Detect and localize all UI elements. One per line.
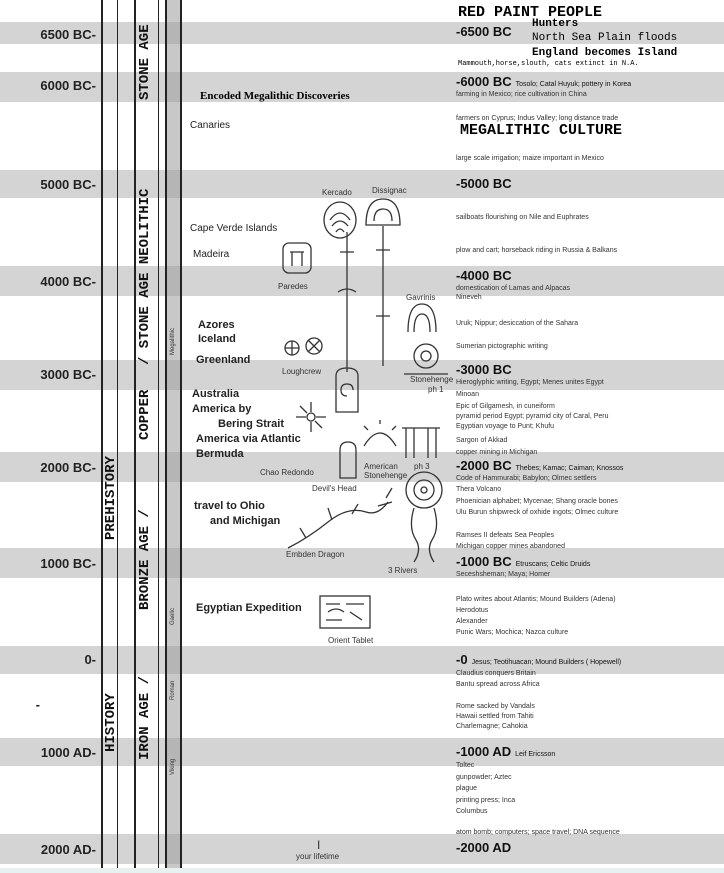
date-1000ad: 1000 AD- xyxy=(40,745,96,760)
event-1000ad-b: Toltec xyxy=(456,762,475,769)
event-1000bc-f: Punic Wars; Mochica; Nazca culture xyxy=(456,629,569,636)
event-2000bc-e: Ulu Burun shipwreck of oxhide ingots; Olmec culture xyxy=(456,509,619,516)
date-4000bc: 4000 BC- xyxy=(40,274,96,289)
event-2000bc-g: Michigan copper mines abandoned xyxy=(456,543,565,550)
event-1000bc-c: Plato writes about Atlantis; Mound Builders (Adena) xyxy=(456,596,616,603)
era-stone-age: STONE AGE xyxy=(137,24,153,100)
era-bronze-age: BRONZE AGE / xyxy=(137,509,153,610)
event-1000ad-f: Columbus xyxy=(456,808,488,815)
heading-red-paint-people: RED PAINT PEOPLE xyxy=(458,4,603,21)
event-0-b: Claudius conquers Britain xyxy=(456,670,536,677)
caption-kercado: Kercado xyxy=(322,188,352,197)
place-greenland: Greenland xyxy=(196,354,251,366)
year-6500bc: -6500 BC xyxy=(456,24,512,39)
event-1000bc-b: Seceshsheman; Maya; Homer xyxy=(456,571,551,578)
american-stonehenge-sketch xyxy=(360,420,400,450)
event-0-c: Bantu spread across Africa xyxy=(456,681,540,688)
place-azores: Azores xyxy=(198,319,235,331)
event-3000bc-f: Sargon of Akkad xyxy=(456,437,508,444)
event-1000ad-c: gunpowder; Aztec xyxy=(456,774,512,781)
caption-gavrinis: Gavrinis xyxy=(406,293,436,302)
band-5000bc xyxy=(0,170,724,198)
event-6000bc-c: farmers on Cyprus; Indus Valley; long distance trade xyxy=(456,115,619,122)
era-line-3 xyxy=(134,0,136,873)
year-1000ad-label: -1000 AD xyxy=(456,744,512,759)
place-cape-verde: Cape Verde Islands xyxy=(190,223,278,234)
caption-american: American xyxy=(364,462,398,471)
sun-sign-sketch xyxy=(294,400,328,434)
sub-era-column xyxy=(167,0,180,873)
era-line-4 xyxy=(158,0,159,873)
year-0 xyxy=(456,652,621,667)
event-1000bc-d: Herodotus xyxy=(456,607,489,614)
date-2000bc: 2000 BC- xyxy=(40,460,96,475)
event-1000bc-e: Alexander xyxy=(456,618,488,625)
heading-megalithic-culture: MEGALITHIC CULTURE xyxy=(460,122,623,139)
year-0-label: -0 xyxy=(456,652,468,667)
caption-chao-redondo: Chao Redondo xyxy=(260,468,314,477)
place-australia: Australia xyxy=(192,388,240,400)
event-3000bc-g: copper mining in Michigan xyxy=(456,449,538,456)
caption-devils-head: Devil's Head xyxy=(312,484,357,493)
sub-era-gaelic: Gaelic xyxy=(170,607,176,625)
event-2000bc-b: Code of Hammurabi; Babylon; Olmec settlers xyxy=(456,475,597,482)
heading-north-sea: North Sea Plain floods xyxy=(532,32,678,44)
caption-stonehenge: Stonehenge xyxy=(410,375,454,384)
caption-lifetime-mark: I xyxy=(317,838,321,852)
event-1000bc-a: Etruscans; Celtic Druids xyxy=(515,561,591,568)
band-4000bc xyxy=(0,266,724,296)
band-2000ad xyxy=(0,834,724,864)
heading-hunters: Hunters xyxy=(532,18,579,30)
era-iron-age: IRON AGE / xyxy=(137,675,153,760)
place-bering-strait: Bering Strait xyxy=(218,418,285,430)
caption-stonehenge-2: Stonehenge xyxy=(364,471,408,480)
event-5000bc-a: sailboats flourishing on Nile and Euphrates xyxy=(456,214,589,221)
event-0-a: Jesus; Teotihuacan; Mound Builders ( Hopewell) xyxy=(471,659,622,666)
date-5000bc: 5000 BC- xyxy=(40,177,96,192)
caption-orient-tablet: Orient Tablet xyxy=(328,636,374,645)
era-prehistory: PREHISTORY xyxy=(103,455,119,540)
year-3000bc: -3000 BC xyxy=(456,362,512,377)
event-5000bc-b: plow and cart; horseback riding in Russia & Balkans xyxy=(456,247,618,254)
place-america-by: America by xyxy=(192,403,252,415)
place-michigan: and Michigan xyxy=(210,515,281,527)
sub-era-roman: Roman xyxy=(170,680,176,700)
event-6000bc-a: Tosolo; Catal Huyuk; pottery in Korea xyxy=(515,81,632,88)
event-2000bc-d: Phoenician alphabet; Mycenae; Shang oracle bones xyxy=(456,498,618,505)
event-2000bc-a: Thebes; Kamac; Caiman; Knossos xyxy=(515,465,624,472)
caption-paredes: Paredes xyxy=(278,282,308,291)
gavrinis-sketch xyxy=(402,298,442,338)
event-4000bc-b: Nineveh xyxy=(456,294,482,301)
three-rivers-sketch xyxy=(400,468,446,568)
stonehenge-ph1-sketch xyxy=(402,340,450,376)
event-3000bc-a: Hieroglyphic writing, Egypt; Menes unites Egypt xyxy=(456,379,604,386)
date-dash: - xyxy=(35,697,40,712)
era-history: HISTORY xyxy=(103,693,119,752)
orient-tablet-sketch xyxy=(316,590,376,634)
event-3000bc-e: Egyptian voyage to Punt; Khufu xyxy=(456,423,555,430)
year-1000bc-label: -1000 BC xyxy=(456,554,512,569)
date-0: 0- xyxy=(84,652,96,667)
spiral-stone-sketch xyxy=(330,366,364,416)
place-iceland: Iceland xyxy=(198,333,236,345)
caption-three-rivers: 3 Rivers xyxy=(388,566,418,575)
place-america-atlantic: America via Atlantic xyxy=(196,433,301,445)
era-line-6 xyxy=(180,0,182,873)
event-2000bc-f: Ramses II defeats Sea Peoples xyxy=(456,532,555,539)
caption-ph3: ph 3 xyxy=(414,462,430,471)
place-canaries: Canaries xyxy=(190,120,231,131)
chao-redondo-sketch xyxy=(336,440,360,480)
sub-era-megalithic: Megalithic xyxy=(170,327,176,355)
event-4000bc-d: Sumerian pictographic writing xyxy=(456,343,548,350)
caption-ph1: ph 1 xyxy=(428,385,444,394)
event-2000bc-c: Thera Volcano xyxy=(456,486,502,493)
event-3000bc-b: Minoan xyxy=(456,391,479,398)
place-madeira: Madeira xyxy=(193,249,230,260)
year-2000bc xyxy=(456,458,623,473)
year-6000bc xyxy=(456,74,631,89)
paredes-sketch xyxy=(280,240,314,280)
date-2000ad: 2000 AD- xyxy=(40,842,96,857)
place-bermuda: Bermuda xyxy=(196,448,244,460)
event-0-f: Charlemagne; Cahokia xyxy=(456,723,528,730)
sub-era-viking: Viking xyxy=(170,758,176,775)
event-1000ad-e: printing press; Inca xyxy=(456,797,516,804)
era-copper: COPPER xyxy=(137,389,153,440)
heading-extinct: Mammouth,horse,slouth, cats extinct in N.A. xyxy=(458,60,639,68)
event-3000bc-d: pyramid period Egypt; pyramid city of Caral, Peru xyxy=(456,413,609,420)
caption-dissignac: Dissignac xyxy=(372,186,407,195)
heading-encoded-discoveries: Encoded Megalithic Discoveries xyxy=(200,90,350,102)
date-6000bc: 6000 BC- xyxy=(40,78,96,93)
caption-your-lifetime: your lifetime xyxy=(296,852,340,861)
year-5000bc: -5000 BC xyxy=(456,176,512,191)
event-0-d: Rome sacked by Vandals xyxy=(456,703,535,710)
year-1000bc xyxy=(456,554,590,569)
caption-loughcrew: Loughcrew xyxy=(282,367,322,376)
event-6000bc-b: farming in Mexico; rice cultivation in China xyxy=(456,91,587,98)
loughcrew-sketch xyxy=(282,330,326,366)
year-2000bc-label: -2000 BC xyxy=(456,458,512,473)
event-4000bc-c: Uruk; Nippur; desiccation of the Sahara xyxy=(456,320,579,327)
date-6500bc: 6500 BC- xyxy=(40,27,96,42)
date-3000bc: 3000 BC- xyxy=(40,367,96,382)
event-1000ad-g: atom bomb; computers; space travel; DNA sequence xyxy=(456,829,620,836)
year-4000bc: -4000 BC xyxy=(456,268,512,283)
caption-embden-dragon: Embden Dragon xyxy=(286,550,345,559)
event-0-e: Hawaii settled from Tahiti xyxy=(456,713,534,720)
event-4000bc-a: domestication of Lamas and Alpacas xyxy=(456,285,571,292)
event-6000bc-d: large scale irrigation; maize important in Mexico xyxy=(456,155,604,162)
year-2000ad: -2000 AD xyxy=(456,840,512,855)
bottom-edge xyxy=(0,868,724,873)
place-egyptian-expedition: Egyptian Expedition xyxy=(196,602,302,614)
event-1000ad-a: Leif Ericsson xyxy=(515,751,556,758)
place-travel-ohio: travel to Ohio xyxy=(194,500,265,512)
year-6000bc-label: -6000 BC xyxy=(456,74,512,89)
event-3000bc-c: Epic of Gilgamesh, in cuneiform xyxy=(456,403,555,410)
era-neolithic: / STONE AGE NEOLITHIC xyxy=(137,188,153,365)
heading-england: England becomes Island xyxy=(532,47,678,59)
event-1000ad-d: plague xyxy=(456,785,478,792)
standing-stone-left-sketch xyxy=(332,232,362,382)
date-1000bc: 1000 BC- xyxy=(40,556,96,571)
stonehenge-ph3-sketch xyxy=(398,420,444,460)
year-1000ad xyxy=(456,744,555,759)
standing-stone-right-sketch xyxy=(368,226,398,376)
